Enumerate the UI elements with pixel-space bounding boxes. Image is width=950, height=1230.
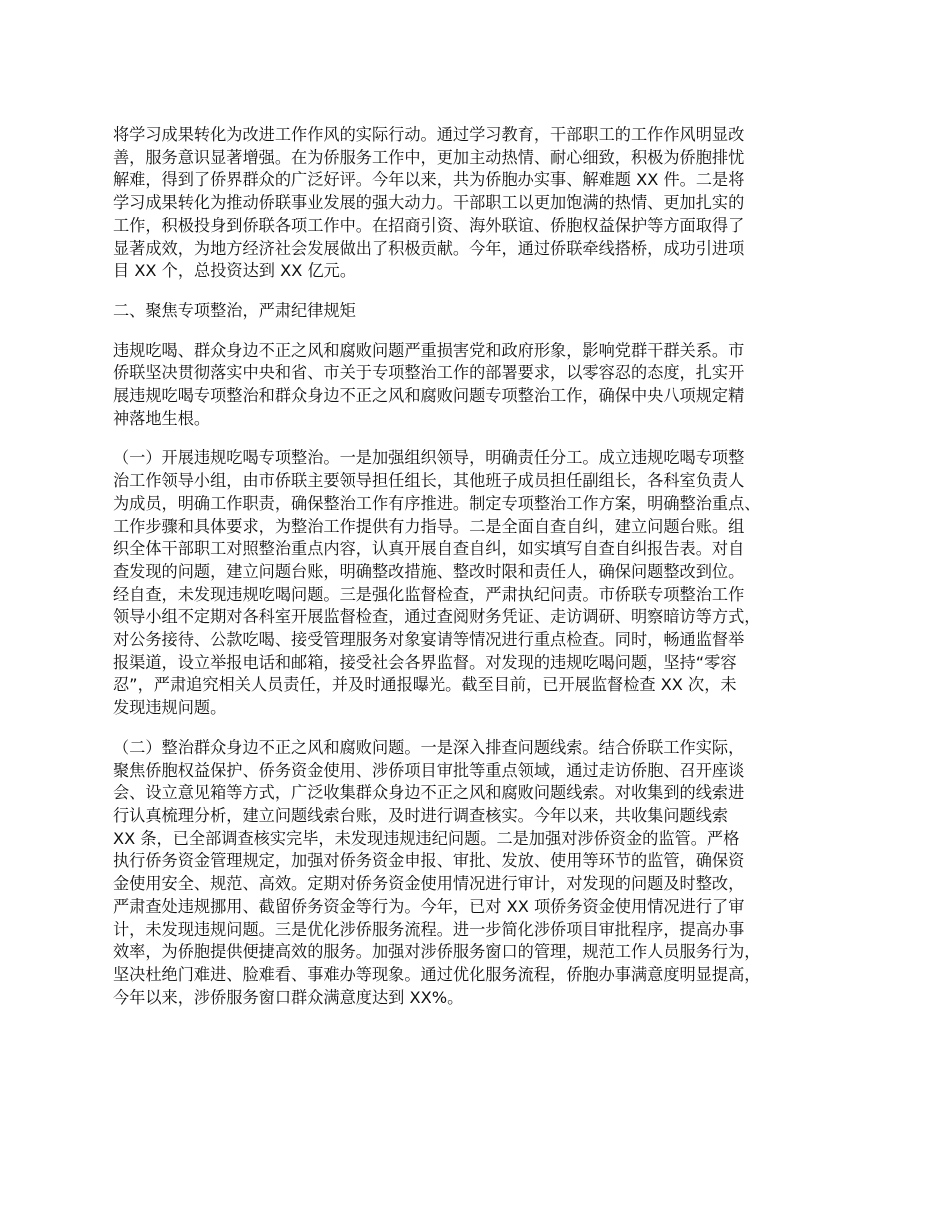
paragraph-corruption-rectification: （二）整治群众身边不正之风和腐败问题。一是深入排查问题线索。结合侨联工作实际， 聚焦侨胞权益保护、侨务资金使用、涉侨项目审批等重点领域，通过走访侨胞、召开座谈 会、设立意见箱等方式，广泛收集群众身边不正之风和腐败问题线索。对收集到的线索进 行认真梳理分析，建立问题线索台账，及时进行调查核实。今年以来，共收集问题线索 XX 条，已全部调查核实完毕，未发现违规违纪问题。二是加强对涉侨资金的监管。严格 执行侨务资金管理规定，加强对侨务资金申报、审批、发放、使用等环节的监管，确保资 金使用安全、规范、高效。定期对侨务资金使用情况进行审计，对发现的问题及时整改， 严肃查处违规挪用、截留侨务资金等行为。今年，已对 XX 项侨务资金使用情况进行了审 计，未发现违规问题。三是优化涉侨服务流程。进一步简化涉侨项目审批程序，提高办事 效率，为侨胞提供便捷高效的服务。加强对涉侨服务窗口的管理，规范工作人员服务行为， 坚决杜绝门难进、脸难看、事难办等现象。通过优化服务流程，侨胞办事满意度明显提高， 今年以来，涉侨服务窗口群众满意度达到 XX%。 bbox=[113, 737, 761, 1007]
paragraph-study-results: 将学习成果转化为改进工作作风的实际行动。通过学习教育，干部职工的工作作风明显改 善，服务意识显著增强。在为侨服务工作中，更加主动热情、耐心细致，积极为侨胞排忧 解难，得到了侨界群众的广泛好评。今年以来，共为侨胞办实事、解难题 XX 件。二是将 学习成果转化为推动侨联事业发展的强大动力。干部职工以更加饱满的热情、更加扎实的 工作，积极投身到侨联各项工作中。在招商引资、海外联谊、侨胞权益保护等方面取得了 显著成效，为地方经济社会发展做出了积极贡献。今年，通过侨联牵线搭桥，成功引进项 目 XX 个，总投资达到 XX 亿元。 bbox=[113, 125, 745, 281]
paragraph-dining-rectification: （一）开展违规吃喝专项整治。一是加强组织领导，明确责任分工。成立违规吃喝专项整 治工作领导小组，由市侨联主要领导担任组长，其他班子成员担任副组长，各科室负责人 为成员，明确工作职责，确保整治工作有序推进。制定专项整治工作方案，明确整治重点、 工作步骤和具体要求，为整治工作提供有力指导。二是全面自查自纠，建立问题台账。组 织全体干部职工对照整治重点内容，认真开展自查自纠，如实填写自查自纠报告表。对自 查发现的问题，建立问题台账，明确整改措施、整改时限和责任人，确保问题整改到位。 经自查，未发现违规吃喝问题。三是强化监督检查，严肃执纪问责。市侨联专项整治工作 领导小组不定期对各科室开展监督检查，通过查阅财务凭证、走访调研、明察暗访等方式， 对公务接待、公款吃喝、接受管理服务对象宴请等情况进行重点检查。同时，畅通监督举 报渠道，设立举报电话和邮箱，接受社会各界监督。对发现的违规吃喝问题，坚持“零容 忍”，严肃追究相关人员责任，并及时通报曝光。截至目前，已开展监督检查 XX 次，未 发现违规问题。 bbox=[113, 448, 761, 718]
paragraph-intro-rectification: 违规吃喝、群众身边不正之风和腐败问题严重损害党和政府形象，影响党群干群关系。市 侨联坚决贯彻落实中央和省、市关于专项整治工作的部署要求，以零容忍的态度，扎实开 展违规吃喝专项整治和群众身边不正之风和腐败问题专项整治工作，确保中央八项规定精 神落地生根。 bbox=[113, 340, 745, 428]
document-page bbox=[113, 124, 853, 1009]
section-heading-special-rectification: 二、聚焦专项整治，严肃纪律规矩 bbox=[113, 300, 356, 320]
